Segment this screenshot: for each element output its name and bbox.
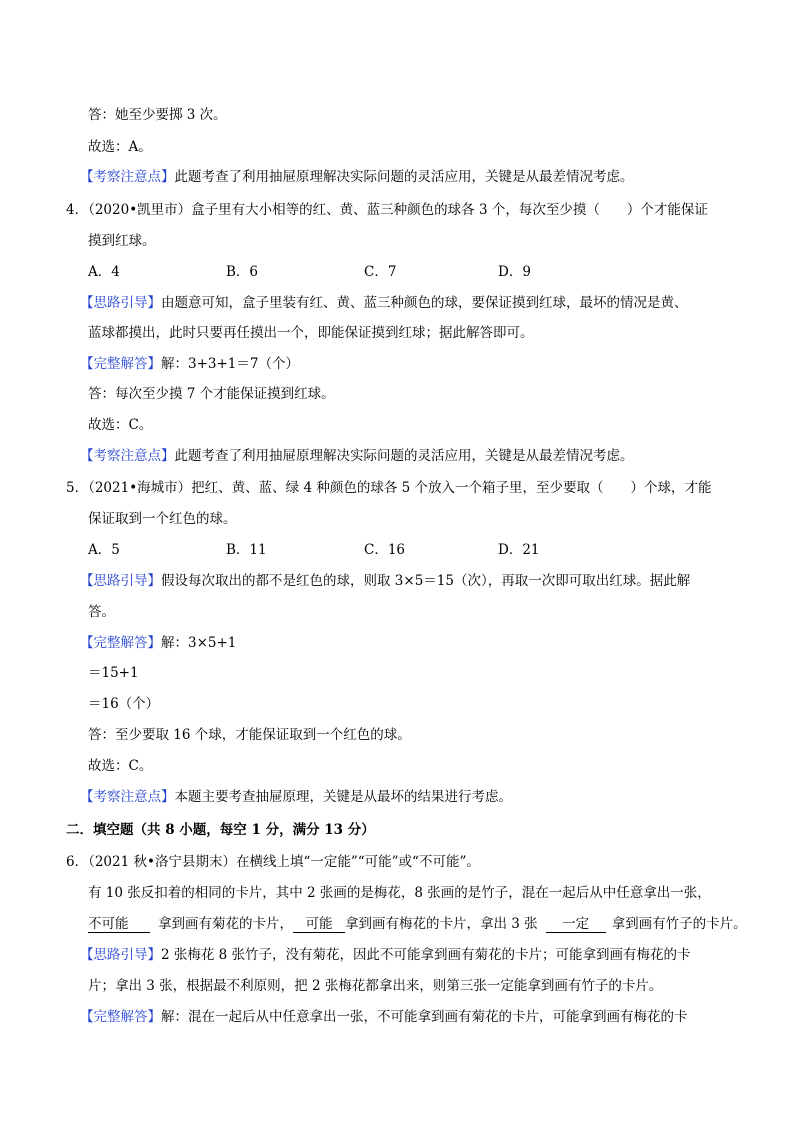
q3-answer: 答：她至少要掷 3 次。 [88,107,227,123]
q5-option-d: D．21 [498,542,540,558]
q4-hint-line1 [80,294,688,312]
q5-hint-line1 [80,572,690,590]
solution-text: 解：3+3+1＝7（个） [161,356,299,372]
q5-hint-line2: 答。 [88,604,115,620]
q5-choice: 故选：C。 [88,758,153,774]
q6-body-line1: 有 10 张反扣着的相同的卡片，其中 2 张画的是梅花，8 张画的是竹子，混在一起后从中任意拿出一张， [88,885,711,901]
q4-option-b: B．6 [226,264,259,280]
q5-option-a: A．5 [88,542,120,558]
blank-3: 一定 [546,916,606,933]
q5-option-c: C．16 [364,542,406,558]
q4-choice: 故选：C。 [88,417,153,433]
q4-hint-line2: 蓝球都摸出，此时只要再任摸出一个，即能保证摸到红球；据此解答即可。 [88,325,534,341]
solution-tag: 【完整解答】 [80,635,161,651]
q6-stem: 6．（2021 秋•洛宁县期末）在横线上填“一定能”“可能”或“不可能”。 [66,854,480,870]
hint-tag: 【思路引导】 [80,295,161,311]
q5-stem-line1: 5．（2021•海城市）把红、黄、蓝、绿 4 种颜色的球各 5 个放入一个箱子里，至少要取（ ）个球，才能 [66,480,712,496]
q6-segment-3: 拿到画有竹子的卡片。 [611,916,747,932]
q4-note [80,447,634,465]
solution-tag: 【完整解答】 [80,356,161,372]
q4-stem-line1: 4．（2020•凯里市）盒子里有大小相等的红、黄、蓝三种颜色的球各 3 个，每次至少摸（ ）个才能保证 [66,202,708,218]
note-text: 此题考查了利用抽屉原理解决实际问题的灵活应用，关键是从最差情况考虑。 [174,169,634,185]
q4-solution [80,355,299,373]
q5-note [80,788,512,806]
q6-hint-line2: 片；拿出 3 张，根据最不利原则，把 2 张梅花都拿出来，则第三张一定能拿到画有竹子的卡片。 [88,978,663,994]
note-text: 此题考查了利用抽屉原理解决实际问题的灵活应用，关键是从最差情况考虑。 [174,448,634,464]
hint-tag: 【思路引导】 [80,947,161,963]
q5-option-b: B．11 [226,542,267,558]
q5-stem-line2: 保证取到一个红色的球。 [88,511,237,527]
hint-text: 2 张梅花 8 张竹子，没有菊花，因此不可能拿到画有菊花的卡片；可能拿到画有梅花的卡 [161,947,691,963]
q6-body-line2 [88,915,747,933]
q3-choice: 故选：A。 [88,139,152,155]
q4-option-d: D．9 [498,264,531,280]
q5-solution [80,634,236,652]
hint-tag: 【思路引导】 [80,573,161,589]
solution-text: 解：3×5+1 [161,635,237,651]
section-title: 二．填空题（共 8 小题，每空 1 分，满分 13 分） [66,822,375,838]
note-tag: 【考察注意点】 [80,789,175,805]
q5-solution-step3: ＝16（个） [88,696,160,712]
q5-answer: 答：至少要取 16 个球，才能保证取到一个红色的球。 [88,727,411,743]
hint-text: 由题意可知，盒子里装有红、黄、蓝三种颜色的球，要保证摸到红球，最坏的情况是黄、 [161,295,688,311]
note-tag: 【考察注意点】 [80,448,175,464]
q6-hint-line1 [80,946,691,964]
q4-option-a: A．4 [88,264,120,280]
note-text: 本题主要考查抽屉原理，关键是从最坏的结果进行考虑。 [174,789,512,805]
q3-note [80,168,634,186]
q6-solution [80,1008,688,1026]
blank-2: 可能 [293,916,345,933]
solution-tag: 【完整解答】 [80,1009,161,1025]
solution-text: 解：混在一起后从中任意拿出一张，不可能拿到画有菊花的卡片，可能拿到画有梅花的卡 [161,1009,688,1025]
q5-solution-step2: ＝15+1 [88,665,139,681]
q4-stem-line2: 摸到红球。 [88,233,156,249]
q4-option-c: C．7 [364,264,397,280]
q6-segment-2: 拿到画有梅花的卡片，拿出 3 张 [345,916,538,932]
q4-answer: 答：每次至少摸 7 个才能保证摸到红球。 [88,386,335,402]
hint-text: 假设每次取出的都不是红色的球，则取 3×5＝15（次），再取一次即可取出红球。据此解 [161,573,691,589]
q6-segment-1: 拿到画有菊花的卡片， [158,916,293,932]
note-tag: 【考察注意点】 [80,169,175,185]
blank-1: 不可能 [88,916,150,933]
